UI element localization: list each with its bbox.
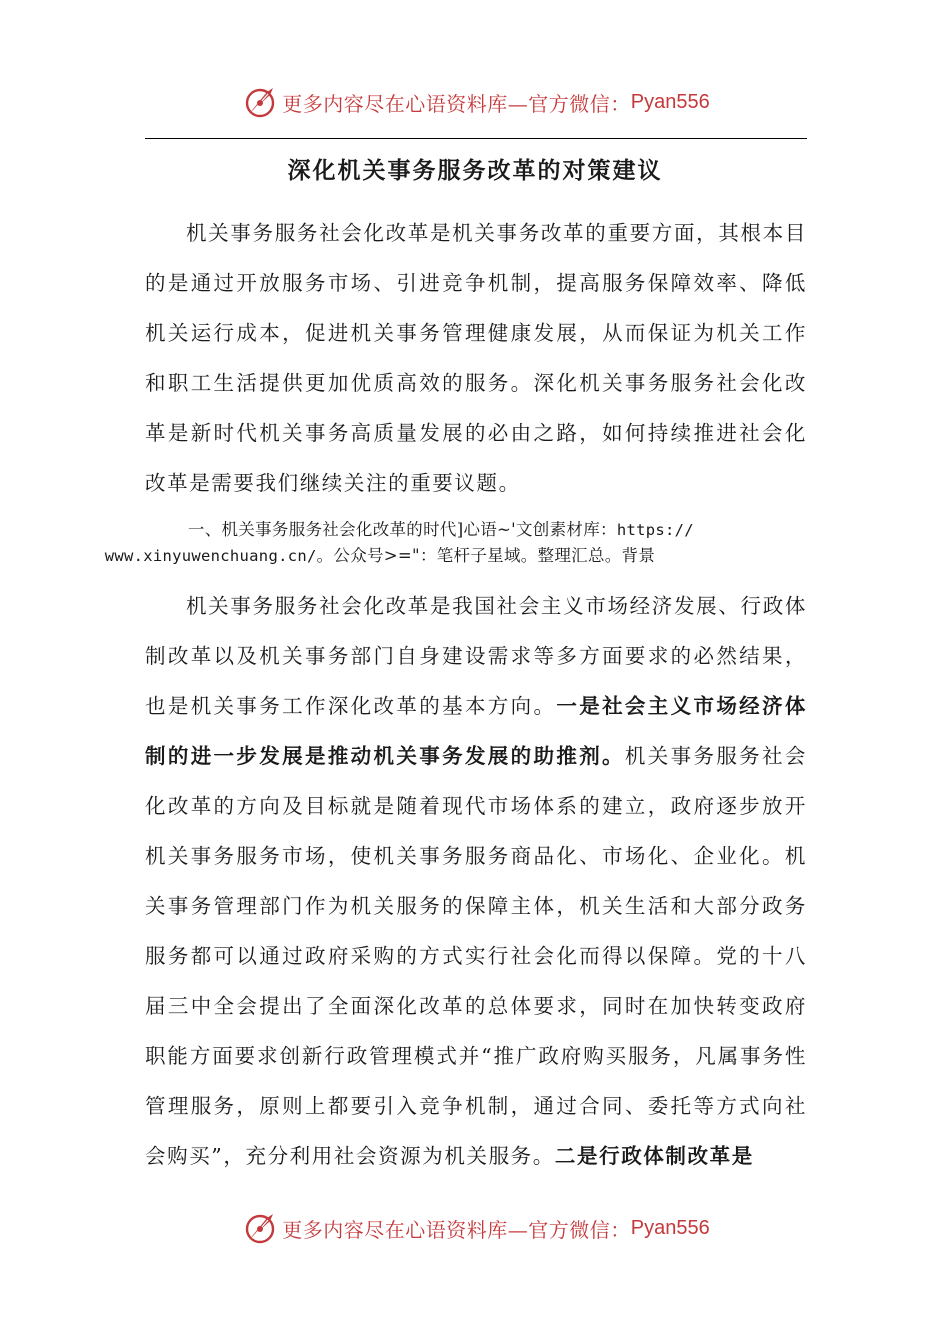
- heading-part-3: 。公众号>="：笔杆子星域。整理汇总。背景: [316, 546, 656, 565]
- banner-text: 更多内容尽在心语资料库—官方微信：: [282, 1217, 631, 1242]
- body-bold-point-1: 一是社会主义市场经济体制的进一步发展是推动机关事务发展的助推剂。: [145, 694, 807, 768]
- heading-url-2[interactable]: www.xinyuwenchuang.cn/: [104, 547, 317, 565]
- body-sentence-3: 机关事务服务社会化改革的方向及目标就是随着现代市场体系的建立，政府逐步放开机关事务服务市场，使机关事务服务商品化、市场化、企业化。机关事务管理部门作为机关服务的保障主体，机关生活和大部分政务服务都可以通过政府采购的方式实行社会化而得以保障。党的十八届三中全会提出了全面深化改革的总体要求，同时在加快转变政府职能方面要求创新行政管理模式并“推广政府购买服务，凡属事务性管理服务，原则上都要引入竞争机制，通过合同、委托等方式向社会购买”，充分利用社会资源为机关服务。: [145, 744, 807, 1168]
- quill-logo-icon: [240, 1208, 280, 1248]
- header-banner: [0, 80, 950, 124]
- wechat-id: Pyan556: [630, 1216, 710, 1239]
- body-paragraph: [145, 581, 807, 1181]
- body-bold-point-2: 二是行政体制改革是: [554, 1144, 754, 1168]
- heading-part-2: ]心语~'文创素材库：: [456, 520, 617, 539]
- header-divider: [145, 138, 807, 139]
- page-title: 深化机关事务服务改革的对策建议: [287, 158, 663, 184]
- heading-url-1[interactable]: https://: [616, 521, 694, 539]
- wechat-id: Pyan556: [630, 90, 710, 113]
- banner-text: 更多内容尽在心语资料库—官方微信：: [282, 91, 631, 116]
- intro-paragraph: 机关事务服务社会化改革是机关事务改革的重要方面，其根本目的是通过开放服务市场、引进竞争机制，提高服务保障效率、降低机关运行成本，促进机关事务管理健康发展，从而保证为机关工作和职工生活提供更加优质高效的服务。深化机关事务服务社会化改革是新时代机关事务高质量发展的必由之路，如何持续推进社会化改革是需要我们继续关注的重要议题。: [145, 221, 807, 495]
- heading-part-1: 一、机关事务服务社会化改革的时代: [187, 520, 457, 539]
- footer-banner: [0, 1206, 950, 1250]
- quill-logo-icon: [240, 82, 280, 122]
- body-sentence-1: 机关事务服务社会化改革是我国社会主义市场经济发展、行政体制改革以及机关事务部门自身建设需求等多方面要求的必然结果，也是机关事务工作深化改革的基本方向。: [145, 594, 807, 718]
- section-heading: [104, 517, 807, 569]
